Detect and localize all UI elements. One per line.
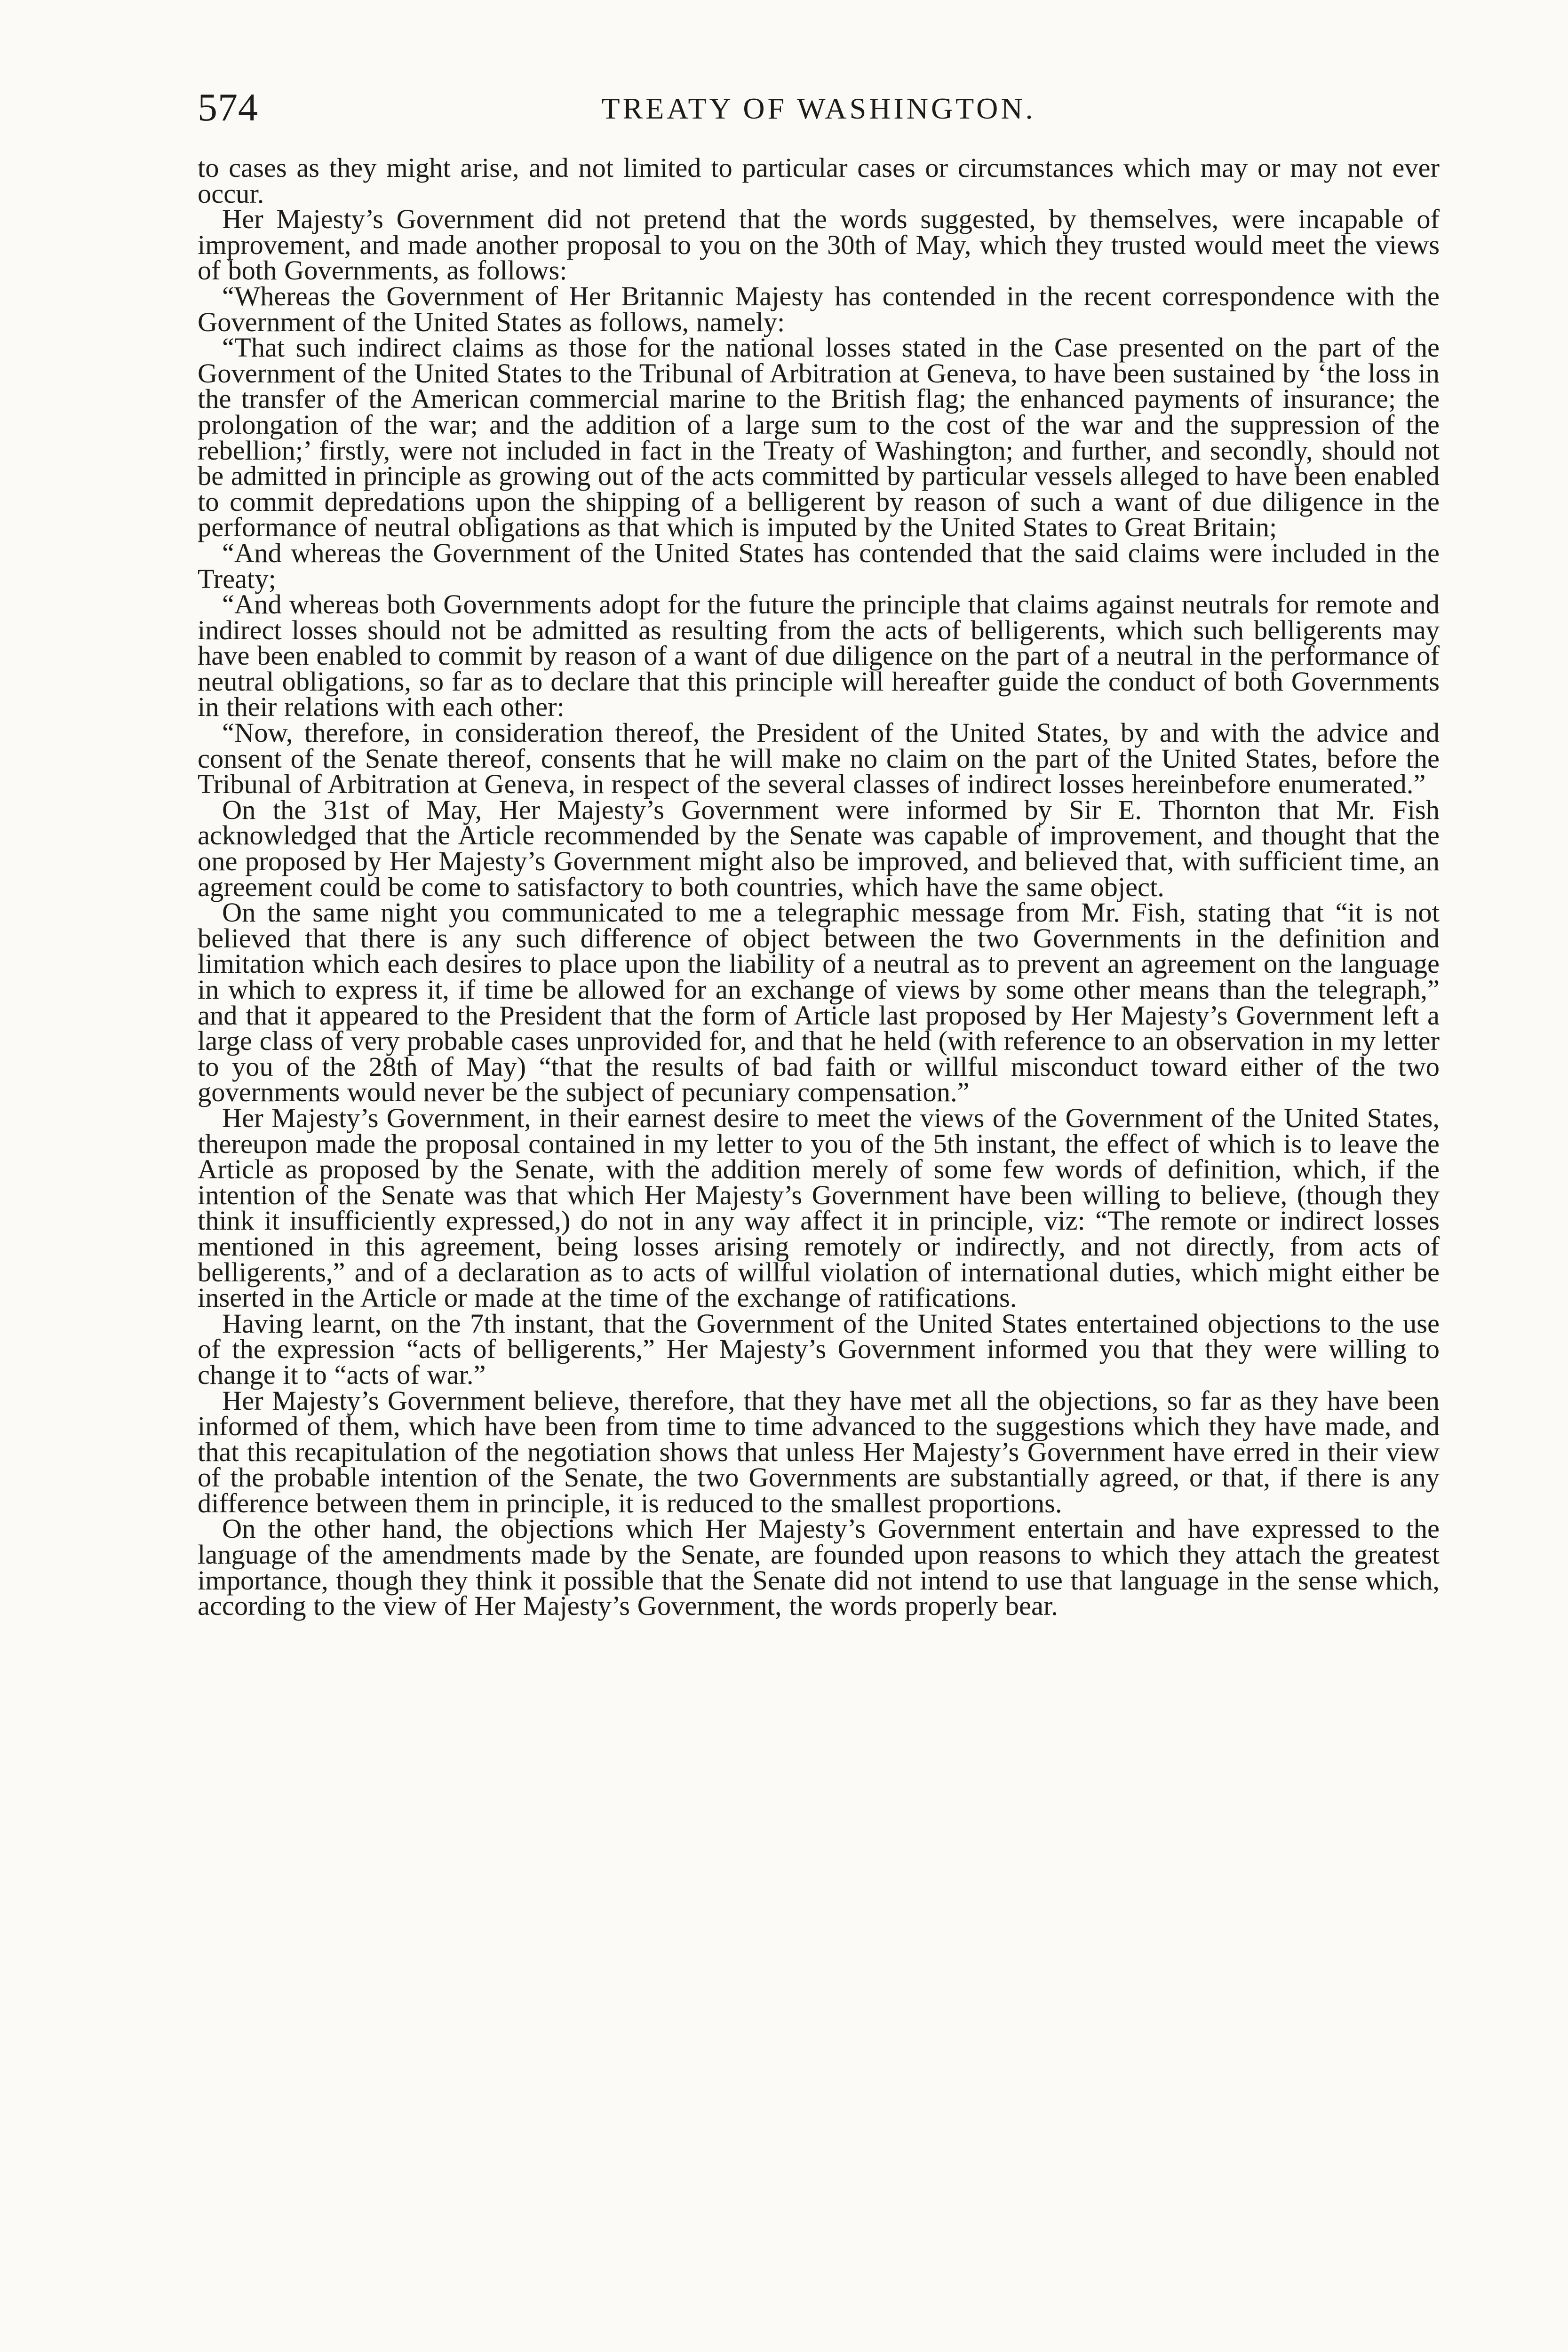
- body-text: [198, 152, 1440, 1621]
- paragraph: On the same night you communicated to me a telegraphic message from Mr. Fish, stating that “it is not believed that there is any such difference of object between the two Governments in the definition and limitation which each desires to place upon the liability of a neutral as to prevent an agreement on the language in which to express it, if time be allowed for an exchange of views by some other means than the telegraph,” and that it appeared to the President that the form of Article last proposed by Her Majesty’s Government left a large class of very probable cases unprovided for, and that he held (with reference to an observation in my letter to you of the 28th of May) “that the results of bad faith or willful misconduct toward either of the two governments would never be the subject of pecuniary compensation.”: [198, 897, 1440, 1108]
- paragraph: Her Majesty’s Government believe, therefore, that they have met all the objections, so far as they have been informed of them, which have been from time to time advanced to the suggestions which they have made, and that this recapitulation of the negotiation shows that unless Her Majesty’s Government have erred in their view of the probable intention of the Senate, the two Governments are substantially agreed, or that, if there is any difference between them in principle, it is reduced to the smallest proportions.: [198, 1385, 1440, 1518]
- paragraph-continuation: to cases as they might arise, and not limited to particular cases or circumstances which may or may not ever occur.: [198, 152, 1440, 209]
- quoted-paragraph: “That such indirect claims as those for the national losses stated in the Case presented on the part of the Government of the United States to the Tribunal of Arbitration at Geneva, to have been sustained by ‘the loss in the transfer of the American commercial marine to the British flag; the enhanced payments of insurance; the prolongation of the war; and the addition of a large sum to the cost of the war and the suppression of the rebellion;’ firstly, were not included in fact in the Treaty of Washington; and further, and secondly, should not be admitted in principle as growing out of the acts committed by particular vessels alleged to have been enabled to commit depredations upon the shipping of a belligerent by reason of such a want of due diligence in the performance of neutral obligations as that which is imputed by the United States to Great Britain;: [198, 332, 1440, 543]
- paragraph: On the other hand, the objections which Her Majesty’s Government entertain and have expressed to the language of the amendments made by the Senate, are founded upon reasons to which they attach the greatest importance, though they think it possible that the Senate did not intend to use that language in the sense which, according to the view of Her Majesty’s Government, the words properly bear.: [198, 1513, 1440, 1621]
- paragraph: Her Majesty’s Government, in their earnest desire to meet the views of the Government of the United States, thereupon made the proposal contained in my letter to you of the 5th instant, the effect of which is to leave the Article as proposed by the Senate, with the addition merely of some few words of definition, which, if the intention of the Senate was that which Her Majesty’s Government have been willing to believe, (though they think it insufficiently expressed,) do not in any way affect it in principle, viz: “The remote or indirect losses mentioned in this agreement, being losses arising remotely or indirectly, and not directly, from acts of belligerents,” and of a declaration as to acts of willful violation of international duties, which might either be inserted in the Article or made at the time of the exchange of ratifications.: [198, 1102, 1440, 1313]
- quoted-paragraph: “Now, therefore, in consideration thereof, the President of the United States, by and with the advice and consent of the Senate thereof, consents that he will make no claim on the part of the United States, before the Tribunal of Arbitration at Geneva, in respect of the several classes of indirect losses hereinbefore enumerated.”: [198, 717, 1440, 800]
- quoted-paragraph: “Whereas the Government of Her Britannic Majesty has contended in the recent correspondence with the Government of the United States as follows, namely:: [198, 280, 1440, 337]
- paragraph: Having learnt, on the 7th instant, that the Government of the United States entertained objections to the use of the expression “acts of belligerents,” Her Majesty’s Government informed you that they were willing to change it to “acts of war.”: [198, 1308, 1440, 1390]
- quoted-paragraph: “And whereas the Government of the United States has contended that the said claims were included in the Treaty;: [198, 537, 1440, 594]
- paragraph: On the 31st of May, Her Majesty’s Government were informed by Sir E. Thornton that Mr. Fish acknowledged that the Article recommended by the Senate was capable of improvement, and thought that the one proposed by Her Majesty’s Government might also be improved, and believed that, with sufficient time, an agreement could be come to satisfactory to both countries, which have the same object.: [198, 794, 1440, 902]
- paragraph: Her Majesty’s Government did not pretend that the words suggested, by themselves, were incapable of improvement, and made another proposal to you on the 30th of May, which they trusted would meet the views of both Governments, as follows:: [198, 204, 1440, 286]
- page-header: [198, 85, 1440, 141]
- quoted-paragraph: “And whereas both Governments adopt for the future the principle that claims against neutrals for remote and indirect losses should not be admitted as resulting from the acts of belligerents, which such belligerents may have been enabled to commit by reason of a want of due diligence on the part of a neutral in the performance of neutral obligations, so far as to declare that this principle will hereafter guide the conduct of both Governments in their relations with each other:: [198, 589, 1440, 723]
- running-title: TREATY OF WASHINGTON.: [601, 92, 1036, 125]
- page-number: 574: [198, 86, 258, 129]
